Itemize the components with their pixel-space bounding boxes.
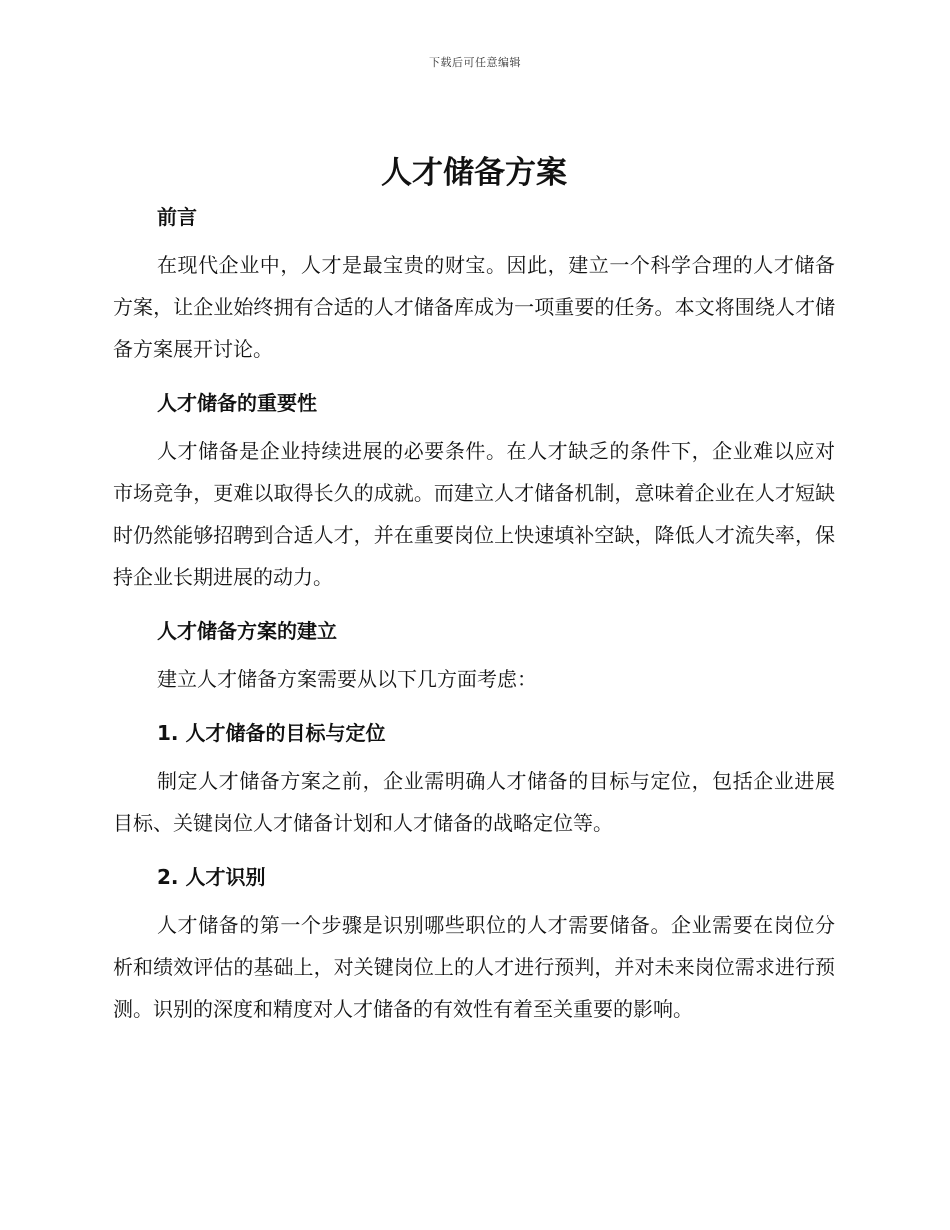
section-paragraph-identification: 人才储备的第一个步骤是识别哪些职位的人才需要储备。企业需要在岗位分析和绩效评估的基础上，对关键岗位上的人才进行预判，并对未来岗位需求进行预测。识别的深度和精度对人才储备的有效性有着至关重要的影响。	[113, 913, 835, 1021]
section-paragraph-goals: 制定人才储备方案之前，企业需明确人才储备的目标与定位，包括企业进展目标、关键岗位人才储备计划和人才储备的战略定位等。	[113, 769, 835, 835]
document-body	[113, 150, 835, 1030]
document-title: 人才储备方案	[381, 155, 567, 191]
section-heading-importance: 人才储备的重要性	[157, 391, 317, 415]
section-paragraph-establishment: 建立人才储备方案需要从以下几方面考虑：	[157, 667, 537, 691]
section-heading-establishment: 人才储备方案的建立	[157, 619, 337, 643]
section-heading-goals: 1. 人才储备的目标与定位	[157, 721, 386, 745]
section-paragraph-importance: 人才储备是企业持续进展的必要条件。在人才缺乏的条件下，企业难以应对市场竞争，更难以取得长久的成就。而建立人才储备机制，意味着企业在人才短缺时仍然能够招聘到合适人才，并在重要岗位上快速填补空缺，降低人才流失率，保持企业长期进展的动力。	[113, 439, 835, 589]
section-paragraph-preface: 在现代企业中，人才是最宝贵的财宝。因此，建立一个科学合理的人才储备方案，让企业始终拥有合适的人才储备库成为一项重要的任务。本文将围绕人才储备方案展开讨论。	[113, 253, 835, 361]
section-heading-preface: 前言	[157, 205, 197, 229]
section-heading-identification: 2. 人才识别	[157, 865, 266, 889]
page-header-note: 下载后可任意编辑	[429, 56, 521, 69]
